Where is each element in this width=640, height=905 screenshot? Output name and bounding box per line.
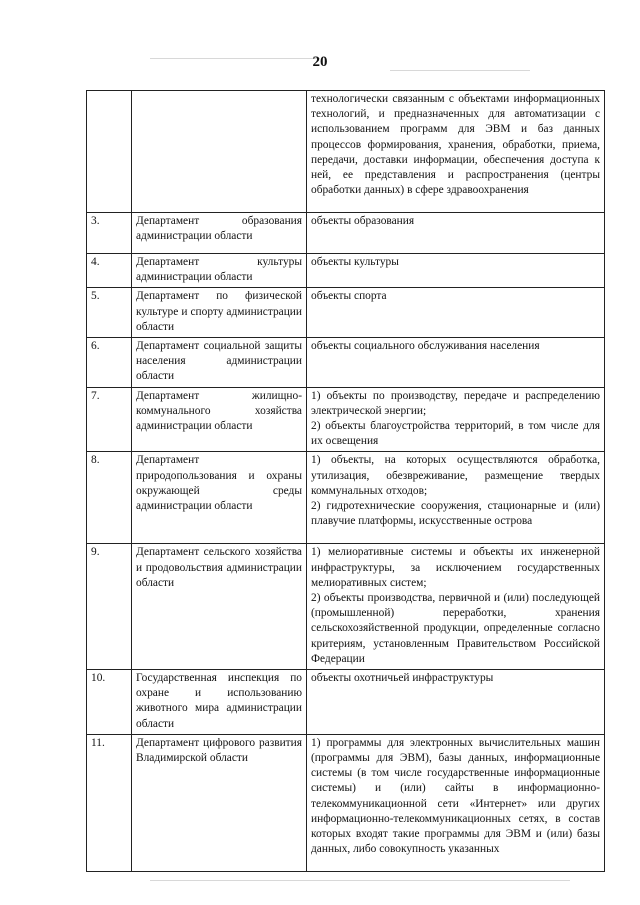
department-name: Департамент образования администрации области (132, 213, 307, 254)
objects-text-1: 1) объекты, на которых осуществляются обработка, утилизация, обезвреживание, размещение твердых коммунальных отходов; (311, 454, 600, 497)
table-row (87, 544, 605, 670)
objects-cell (307, 734, 605, 871)
row-number: 3. (87, 213, 132, 254)
row-number: 5. (87, 288, 132, 338)
page-number: 20 (312, 54, 328, 70)
row-number: 6. (87, 338, 132, 388)
objects-cell (307, 670, 605, 735)
department-name: Департамент сельского хозяйства и продовольствия администрации области (132, 544, 307, 670)
objects-text: объекты образования (311, 215, 415, 227)
objects-cell (307, 91, 605, 213)
objects-text: объекты спорта (311, 290, 387, 303)
objects-text: объекты культуры (311, 256, 399, 268)
table-row (87, 91, 605, 213)
table-row (87, 452, 605, 544)
objects-cell (307, 213, 605, 254)
objects-text: объекты охотничьей инфраструктуры (311, 672, 494, 685)
row-number: 9. (87, 544, 132, 670)
table-row (87, 734, 605, 871)
department-name: Департамент цифрового развития Владимирской области (132, 734, 307, 871)
objects-text: объекты социального обслуживания населения (311, 340, 540, 353)
objects-text-2: 2) объекты благоустройства территорий, в том числе для их освещения (311, 420, 600, 448)
scan-noise-bottom (150, 880, 570, 881)
table-row (87, 288, 605, 338)
table-row (87, 254, 605, 288)
department-name: Департамент природопользования и охраны окружающей среды администрации области (132, 452, 307, 544)
objects-text: технологически связанным с объектами информационных технологий, и предназначенных для автоматизации с использованием программ для ЭВМ и баз данных процессов формирования, хранения, обработки, приема, передачи, доставки информации, обеспечения доступа к ней, ее представления и распространения (центры обработки данных) в сфере здравоохранения (311, 93, 600, 197)
table-row (87, 338, 605, 388)
table-row (87, 670, 605, 735)
objects-cell (307, 254, 605, 288)
objects-text-1: 1) мелиоративные системы и объекты их инженерной инфраструктуры, за исключением государственных мелиоративных систем; (311, 546, 600, 589)
department-name: Государственная инспекция по охране и использованию животного мира администрации области (132, 670, 307, 735)
objects-text: 1) программы для электронных вычислительных машин (программы для ЭВМ), базы данных, информационные системы (в том числе государственные информационные системы) и (или) сайты в информационно-телекоммуникационной сети «Интернет» или других информационно-телекоммуникационных сетях, в состав которых входят такие программы для ЭВМ и (или) базы данных, либо совокупность указанных (311, 736, 600, 856)
row-number: 7. (87, 387, 132, 452)
row-number: 8. (87, 452, 132, 544)
table-row (87, 213, 605, 254)
row-number: 4. (87, 254, 132, 288)
row-number (87, 91, 132, 213)
objects-cell (307, 452, 605, 544)
department-name: Департамент жилищно-коммунального хозяйства администрации области (132, 387, 307, 452)
table-row (87, 387, 605, 452)
objects-cell (307, 338, 605, 388)
objects-cell (307, 387, 605, 452)
objects-cell (307, 288, 605, 338)
department-name: Департамент по физической культуре и спорту администрации области (132, 288, 307, 338)
department-name (132, 91, 307, 213)
departments-table (86, 90, 605, 872)
objects-text-2: 2) гидротехнические сооружения, стационарные и (или) плавучие платформы, искусственные острова (311, 500, 600, 528)
row-number: 10. (87, 670, 132, 735)
department-name: Департамент социальной защиты населения администрации области (132, 338, 307, 388)
objects-text-1: 1) объекты по производству, передаче и распределению электрической энергии; (311, 389, 600, 417)
objects-text-2: 2) объекты производства, первичной и (или) последующей (промышленной) переработки, хранения сельскохозяйственной продукции, определенные согласно критериям, установленным Правительством Российской Федерации (311, 592, 600, 665)
row-number: 11. (87, 734, 132, 871)
objects-cell (307, 544, 605, 670)
department-name: Департамент культуры администрации области (132, 254, 307, 288)
